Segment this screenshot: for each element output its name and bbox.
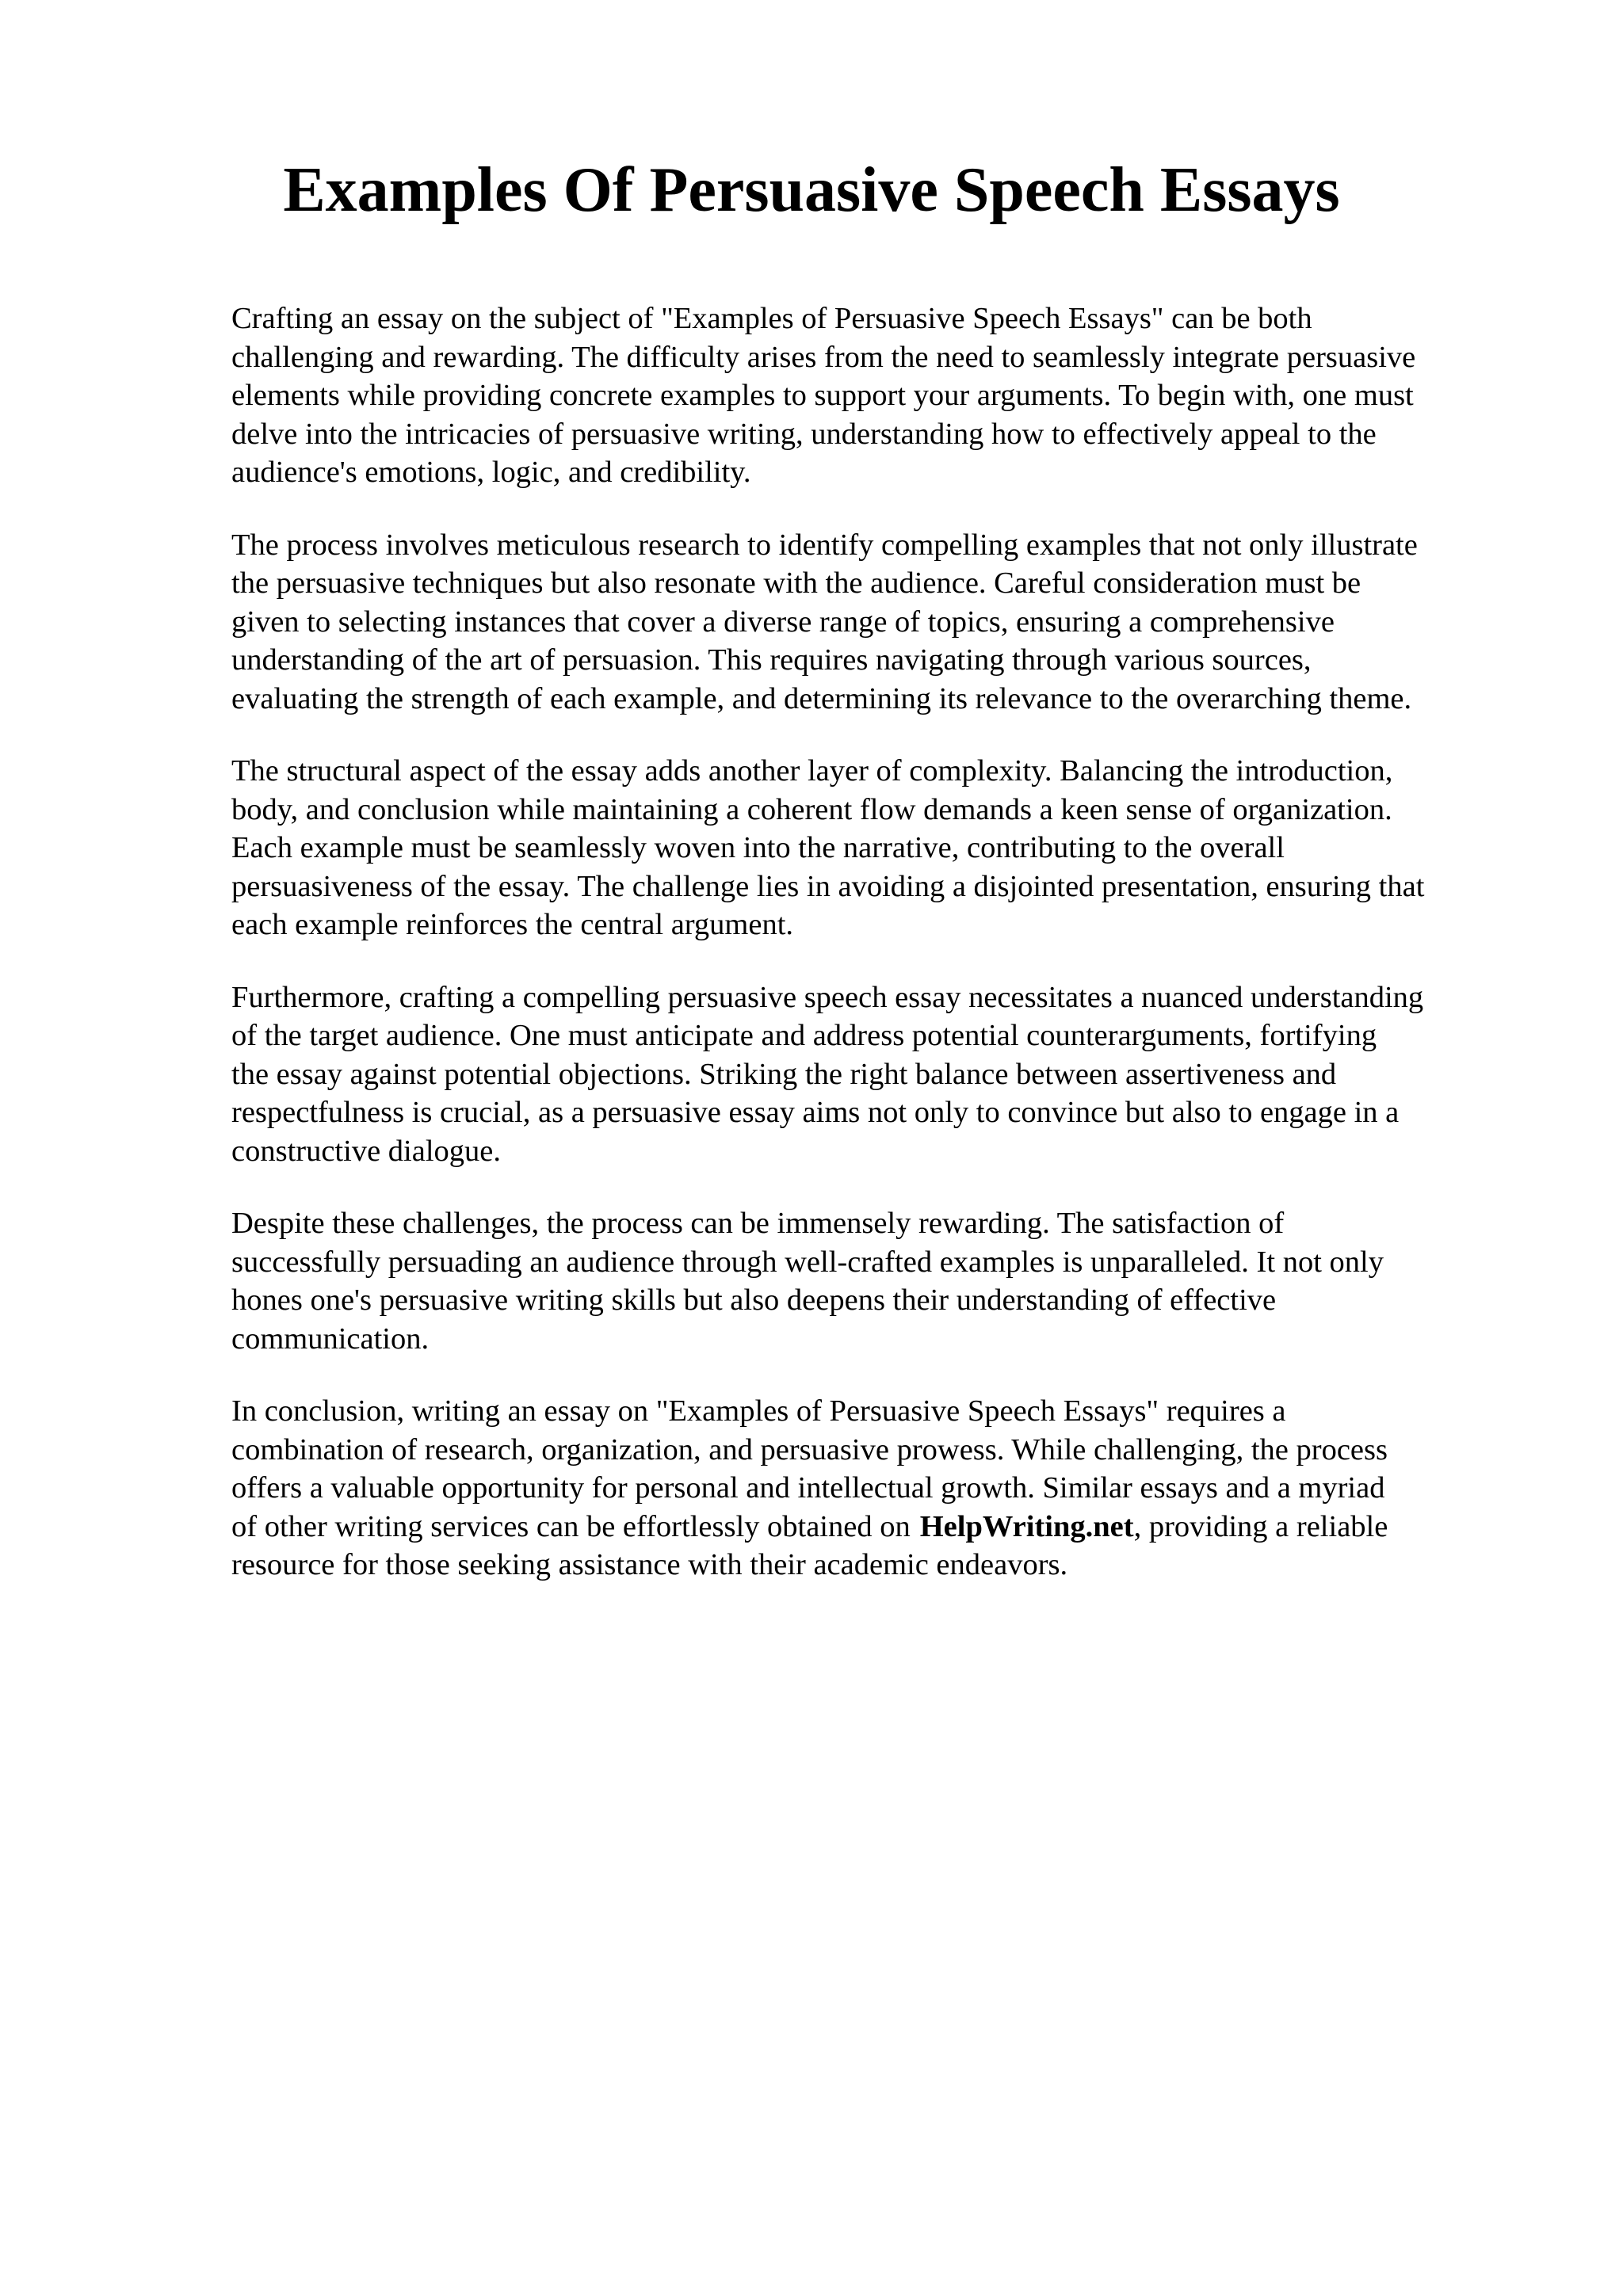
text-line: body, and conclusion while maintaining a coherent flow demands a keen sense of organization. (231, 792, 1392, 826)
text-line: audience's emotions, logic, and credibility. (231, 456, 751, 489)
text-line: delve into the intricacies of persuasive writing, understanding how to effectively appeal to the (231, 417, 1377, 451)
text-line: evaluating the strength of each example, and determining its relevance to the overarching theme. (231, 681, 1412, 715)
text-line: each example reinforces the central argument. (231, 908, 794, 941)
paragraph-5 (231, 1204, 1563, 1358)
text-line: constructive dialogue. (231, 1134, 501, 1168)
helpwriting-brand-link[interactable]: HelpWriting.net (919, 1509, 1134, 1543)
paragraph-6 (231, 1392, 1563, 1585)
text-line: persuasiveness of the essay. The challenge lies in avoiding a disjointed presentation, ensuring that (231, 869, 1425, 903)
text-line: the essay against potential objections. Striking the right balance between assertiveness and (231, 1057, 1337, 1091)
text-line: Despite these challenges, the process can be immensely rewarding. The satisfaction of (231, 1207, 1285, 1240)
text-line: successfully persuading an audience through well-crafted examples is unparalleled. It not only (231, 1245, 1384, 1279)
text-line: hones one's persuasive writing skills but also deepens their understanding of effective (231, 1283, 1277, 1317)
text-line: resource for those seeking assistance with their academic endeavors. (231, 1548, 1068, 1581)
text-line: respectfulness is crucial, as a persuasive essay aims not only to convince but also to engage in a (231, 1096, 1400, 1129)
text-line: communication. (231, 1322, 430, 1356)
text-line: given to selecting instances that cover a diverse range of topics, ensuring a comprehensive (231, 605, 1335, 639)
paragraph-2 (231, 526, 1563, 719)
paragraph-3 (231, 752, 1563, 944)
text-segment: , providing a reliable (1133, 1509, 1388, 1543)
text-segment: of other writing services can be effortlessly obtained on (231, 1509, 911, 1543)
text-line-with-brand (231, 1508, 1563, 1547)
text-line: The structural aspect of the essay adds another layer of complexity. Balancing the introduction, (231, 754, 1393, 788)
text-line: The process involves meticulous research to identify compelling examples that not only illustrate (231, 528, 1418, 562)
text-line: Each example must be seamlessly woven into the narrative, contributing to the overall (231, 831, 1285, 864)
text-line: In conclusion, writing an essay on "Examples of Persuasive Speech Essays" requires a (231, 1394, 1286, 1428)
essay-body (231, 299, 1563, 1619)
text-line: challenging and rewarding. The difficulty arises from the need to seamlessly integrate persuasive (231, 340, 1416, 374)
paragraph-1 (231, 299, 1563, 492)
page-title: Examples Of Persuasive Speech Essays (283, 155, 1340, 225)
text-line: of the target audience. One must anticipate and address potential counterarguments, fortifying (231, 1019, 1377, 1052)
text-line: Furthermore, crafting a compelling persuasive speech essay necessitates a nuanced understanding (231, 980, 1424, 1014)
text-line: understanding of the art of persuasion. This requires navigating through various sources, (231, 643, 1312, 677)
paragraph-4 (231, 978, 1563, 1171)
text-line: Crafting an essay on the subject of "Examples of Persuasive Speech Essays" can be both (231, 302, 1312, 335)
text-line: the persuasive techniques but also resonate with the audience. Careful consideration must be (231, 566, 1361, 600)
text-line: combination of research, organization, and persuasive prowess. While challenging, the process (231, 1432, 1388, 1466)
text-line: offers a valuable opportunity for personal and intellectual growth. Similar essays and a myriad (231, 1471, 1385, 1505)
text-line: elements while providing concrete examples to support your arguments. To begin with, one must (231, 379, 1414, 412)
